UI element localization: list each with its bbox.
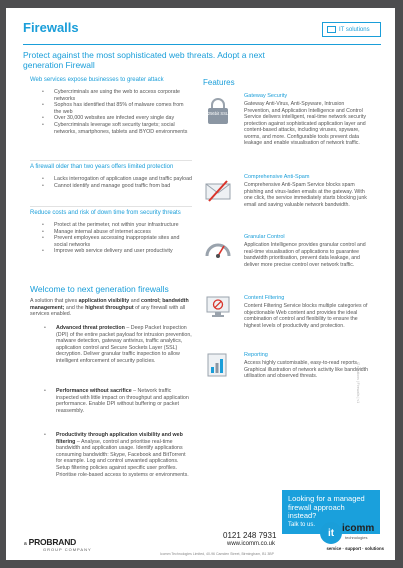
header-rule bbox=[23, 44, 381, 45]
frame-right bbox=[395, 0, 403, 568]
list-item: • Cybercriminals are using the web to access corporate networks bbox=[42, 89, 192, 102]
section-heading: A firewall older than two years offers limited protection bbox=[30, 164, 174, 170]
page-title: Firewalls bbox=[23, 20, 79, 35]
vertical-side-note: IT solutions | Firewalls | v1 bbox=[356, 362, 360, 404]
list-item: • Over 30,000 websites are infected every single day bbox=[42, 115, 192, 122]
bullet-list bbox=[42, 222, 192, 255]
feature-name: Comprehensive Anti-Spam bbox=[244, 174, 310, 180]
feature-name: Granular Control bbox=[244, 234, 285, 240]
probrand-logo: a PROBRAND GROUP COMPANY bbox=[24, 537, 92, 552]
frame-bottom bbox=[0, 560, 403, 568]
list-item: • Cybercriminals leverage soft security targets; social networks, smartphones, tablets and BYOD environments bbox=[42, 122, 192, 135]
icomm-logo bbox=[320, 522, 382, 552]
benefit-item: • Performance without sacrifice – Network traffic inspected with little impact on throughput and application performance. Enable DPI without buffering or packet reassembly. bbox=[44, 388, 189, 414]
frame-left bbox=[0, 0, 6, 568]
welcome-heading: Welcome to next generation firewalls bbox=[30, 284, 169, 294]
divider bbox=[30, 160, 192, 161]
filter-monitor-icon bbox=[203, 292, 233, 322]
benefit-item: • Productivity through application visibility and web filtering – Analyse, control and prioritise real-time bandwidth and application usage. Identify applications consuming bandwidth: Skype, Facebook and BitTorrent for example. Log and control unwanted applications. Setup filtering policies against specific user profiles. Prioritise role-based access to systems or environments. bbox=[44, 432, 189, 478]
list-item: • Cannot identify and manage good traffic from bad bbox=[42, 183, 192, 190]
list-item: • Manage internal abuse of internet access bbox=[42, 229, 192, 236]
frame-top bbox=[0, 0, 403, 8]
divider bbox=[30, 206, 192, 207]
bullet-list bbox=[42, 176, 192, 189]
list-item: • Prevent employees accessing inappropriate sites and social networks bbox=[42, 235, 192, 248]
report-chart-icon bbox=[203, 350, 233, 380]
category-tag-label: IT solutions bbox=[339, 26, 370, 33]
feature-description: Application Intelligence provides granular control and real-time visualisation of applications to guarantee bandwidth prioritisation, prevent data leakage, and deliver more precise control over network traffic. bbox=[244, 242, 366, 268]
cta-question: Looking for a managed firewall approach instead? bbox=[288, 494, 365, 520]
features-heading: Features bbox=[203, 78, 235, 87]
ssl-badge-text: 256bit SSL bbox=[207, 111, 229, 116]
bullet-list bbox=[42, 89, 192, 135]
feature-name: Content Filtering bbox=[244, 295, 285, 301]
phone-number: 0121 248 7931 bbox=[223, 531, 277, 540]
website-link[interactable]: www.icomm.co.uk bbox=[227, 541, 276, 547]
feature-description: Content Filtering Service blocks multiple categories of objectionable Web content and provides the ideal combination of control and flexibility to ensure the highest levels of productivity and protection. bbox=[244, 303, 368, 329]
feature-description: Gateway Anti-Virus, Anti-Spyware, Intrusion Prevention, and Application Intelligence and Control Service delivers intelligent, real-time network security protection against sophisticated application layer and content-based attacks, including viruses, spyware, worms, and more. Configurable tools prevent data leakage and enable visualisation of network traffic. bbox=[244, 101, 366, 146]
section-heading: Web services expose businesses to greater attack bbox=[30, 77, 164, 83]
talk-to-us-link[interactable]: Talk to us. bbox=[288, 521, 316, 528]
logo-mark: it bbox=[320, 522, 342, 544]
list-item: • Lacks interrogation of application usage and traffic payload bbox=[42, 176, 192, 183]
feature-description: Access highly customisable, easy-to-read reports. Graphical illustration of network activity like bandwidth utilisation and observed threats. bbox=[244, 360, 368, 379]
logo-tagline: service · support · solutions bbox=[326, 546, 384, 551]
headline: Protect against the most sophisticated web threats. Adopt a next generation Firewall bbox=[23, 50, 265, 70]
gauge-icon bbox=[203, 234, 233, 264]
feature-name: Gateway Security bbox=[244, 93, 288, 99]
list-item: • Improve web service delivery and user productivity bbox=[42, 248, 192, 255]
padlock-icon bbox=[203, 96, 233, 126]
logo-wordmark: icomm bbox=[342, 523, 375, 534]
section-heading: Reduce costs and risk of down time from security threats bbox=[30, 210, 181, 216]
list-item: • Sophos has identified that 85% of malware comes from the web bbox=[42, 102, 192, 115]
list-item: • Protect at the perimeter, not within your infrastructure bbox=[42, 222, 192, 229]
logo-subtitle: technologies bbox=[345, 535, 368, 540]
benefit-item: • Advanced threat protection – Deep Packet Inspection (DPI) of the entire packet payload for intrusion prevention, malware detection, gateway antivirus, traffic analytics, application control and Secure Sockets Layer (SSL) decryption. Deliver granular traffic inspection to allow intelligent enforcement of security policies. bbox=[44, 325, 192, 364]
envelope-icon bbox=[203, 176, 233, 206]
monitor-icon bbox=[327, 26, 336, 33]
feature-name: Reporting bbox=[244, 352, 268, 358]
company-address: Icomm Technologies Limited, 40-96 Camden Street, Birmingham, B1 3BP bbox=[160, 552, 274, 556]
feature-description: Comprehensive Anti-Spam Service blocks spam phishing and virus-laden emails at the gateway. With one click, the service immediately starts blocking junk email and saving valuable network bandwidth. bbox=[244, 182, 367, 208]
welcome-intro: A solution that gives application visibility and control; bandwidth management; and the highest throughput of any firewall with all services enabled. bbox=[30, 298, 189, 318]
category-tag bbox=[322, 22, 381, 37]
